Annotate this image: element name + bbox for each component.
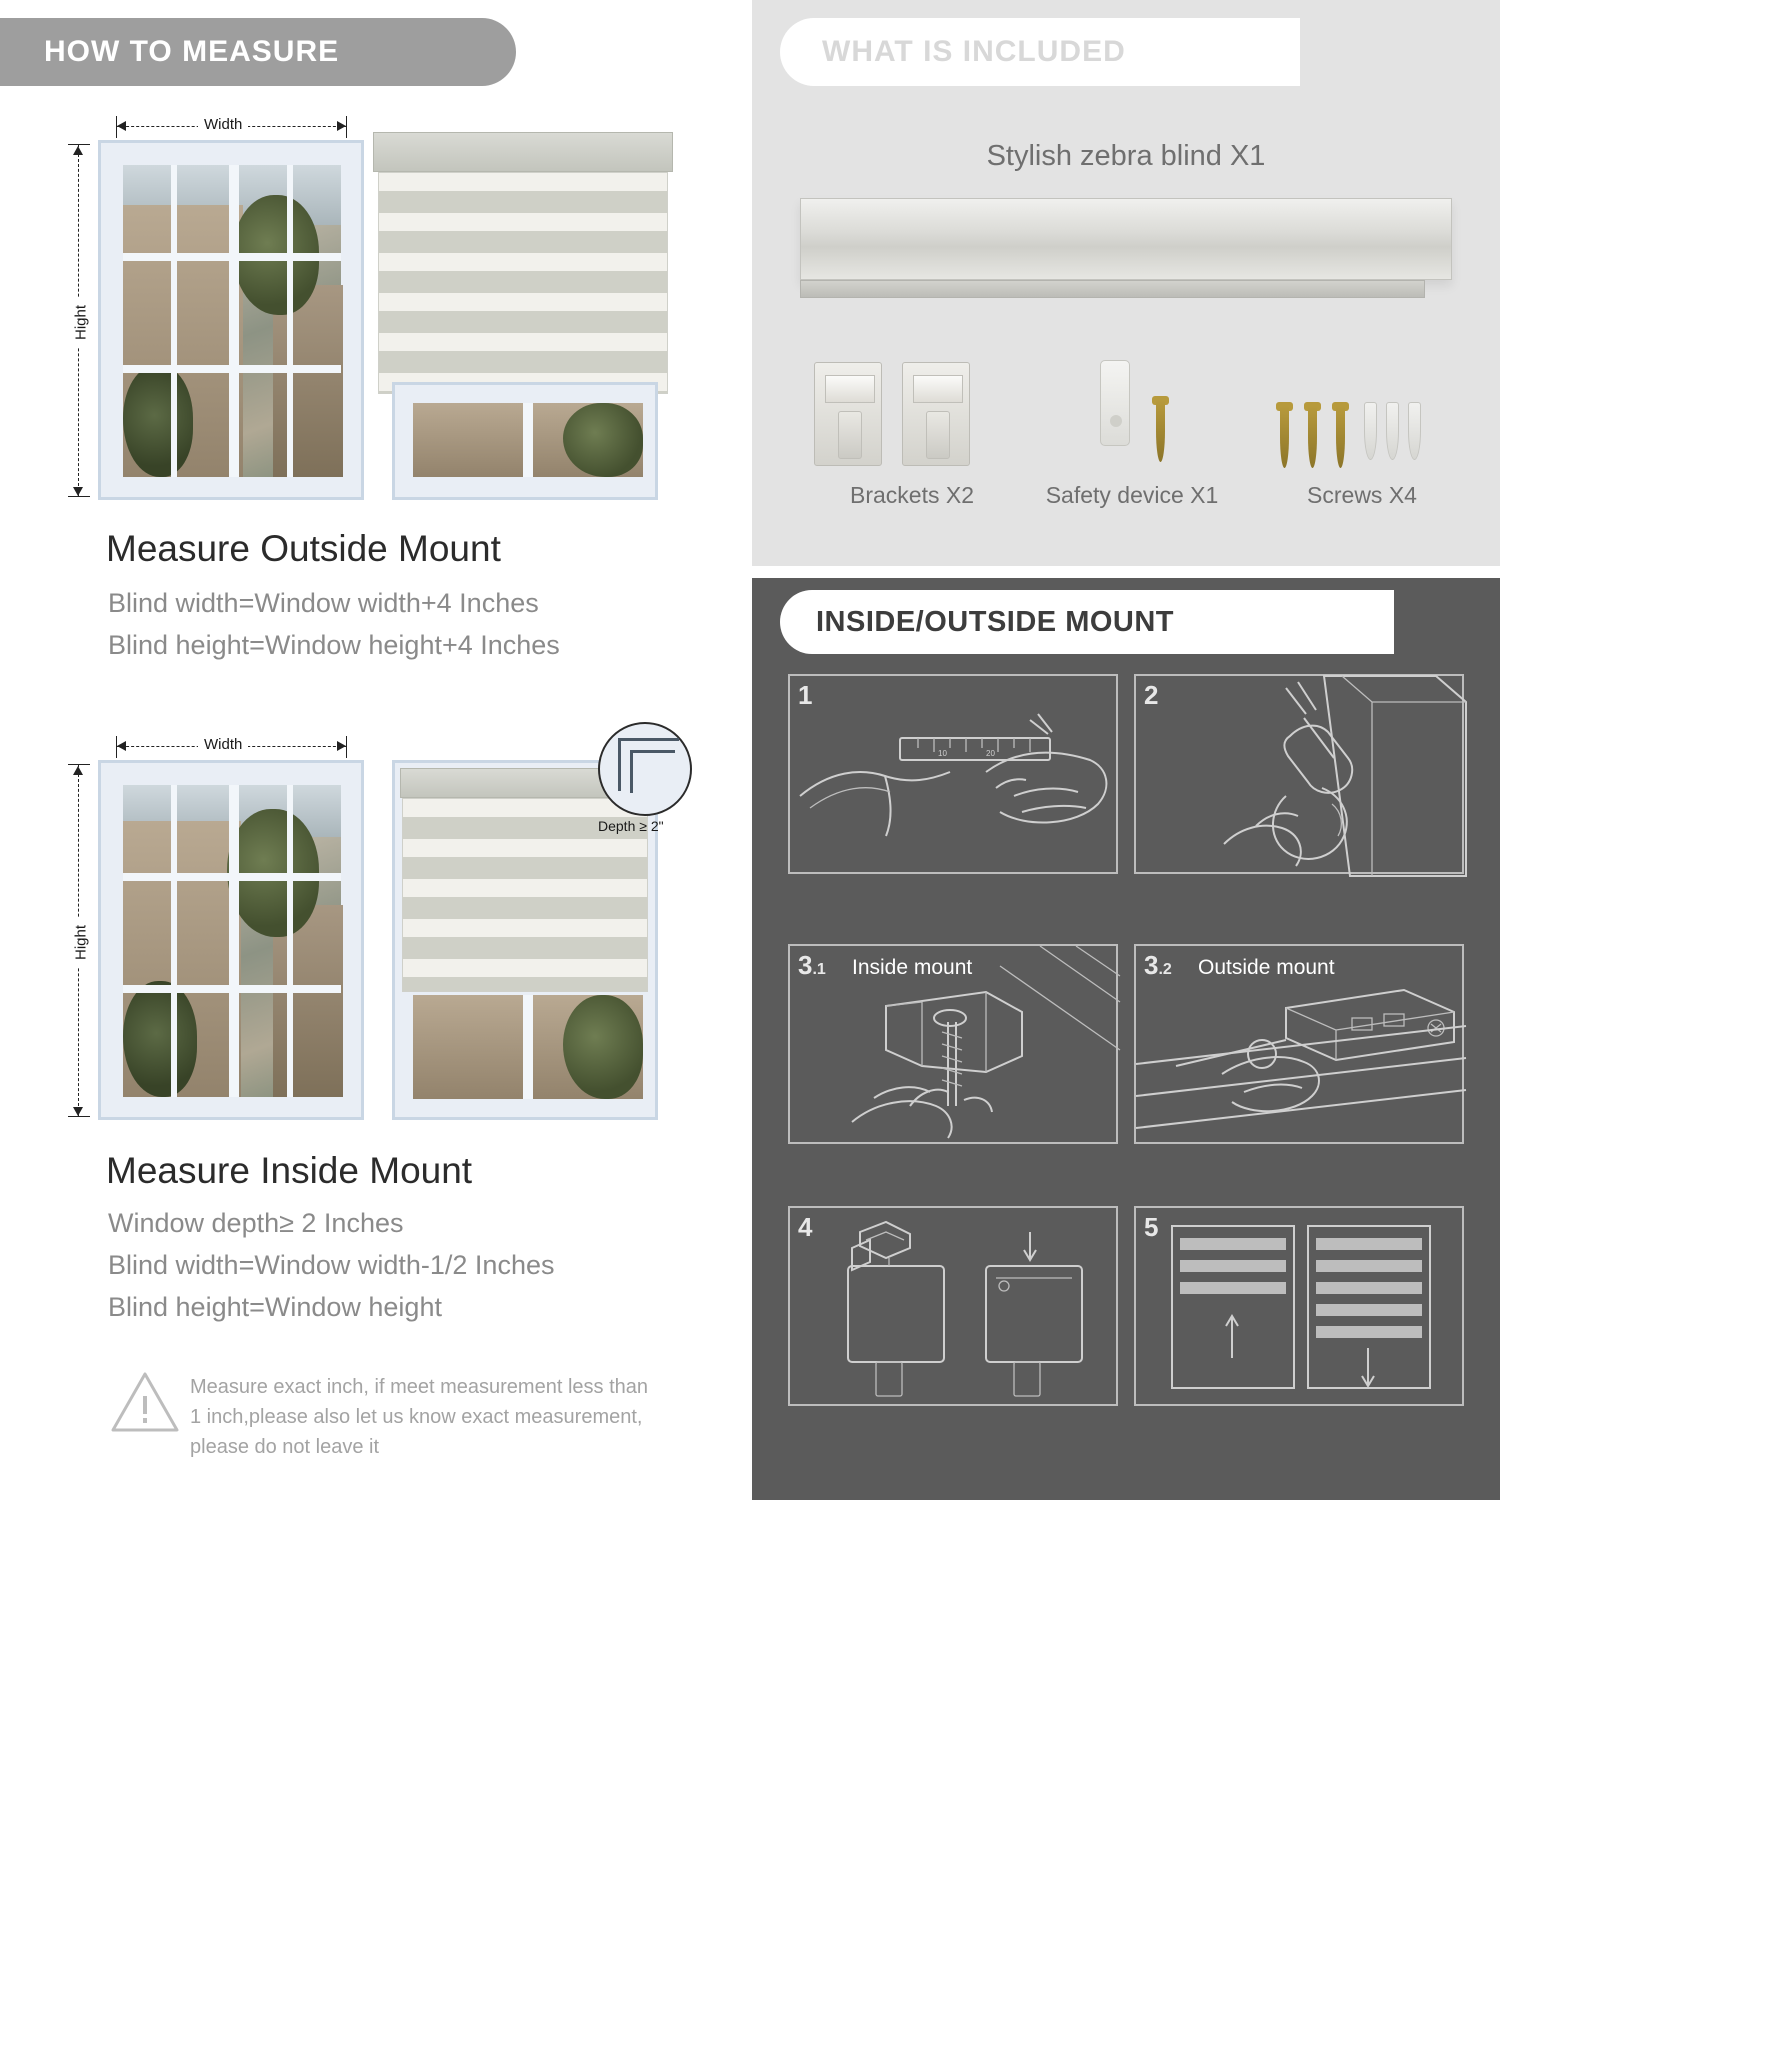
step-3-2-caption: Drill holes & Inside bracket <box>1518 1520 1775 1542</box>
measure-note-text: Measure exact inch, if meet measurement less than 1 inch,please also let us know exact measurement, please do not leave it <box>190 1376 648 1458</box>
step-2-caption: Punch at marked position <box>1518 980 1763 1002</box>
inside-window-frame <box>98 760 364 1120</box>
outside-height-arrow-top <box>73 146 83 155</box>
screw-part-1 <box>1280 406 1289 468</box>
inside-width-tick-right <box>346 736 347 758</box>
outside-blind-fabric <box>378 172 668 394</box>
what-is-included-tab-label: WHAT IS INCLUDED <box>822 35 1126 68</box>
what-is-included-tab <box>780 18 1300 86</box>
svg-text:10: 10 <box>938 749 947 758</box>
bracket-part-2 <box>902 362 970 466</box>
step-3-1-title: Inside mount <box>852 956 973 979</box>
what-is-included-panel <box>752 0 1500 566</box>
outside-blind-headrail <box>373 132 673 172</box>
inside-outside-mount-panel <box>752 578 1775 2066</box>
safety-device-label: Safety device X1 <box>1045 482 1219 508</box>
inside-mount-line-2: Blind width=Window width-1/2 Inches <box>108 1250 555 1280</box>
inside-height-tick-bottom <box>68 1116 90 1117</box>
step-card-1 <box>788 674 1118 874</box>
anchor-part-1 <box>1364 402 1377 460</box>
outside-height-tick-bottom <box>68 496 90 497</box>
inside-height-tick-top <box>68 764 90 765</box>
step-2-number: 2 <box>1144 680 1159 710</box>
step-3-1-number: 3.1 <box>798 950 826 980</box>
step-card-3-1 <box>788 944 1118 1542</box>
step-4-number: 4 <box>798 1212 813 1242</box>
step-1-number: 1 <box>798 680 813 710</box>
warning-triangle-icon <box>110 1370 180 1439</box>
screws-label: Screws X4 <box>1307 482 1417 508</box>
step-5-number: 5 <box>1144 1212 1159 1242</box>
step-3-1-caption: Drill holes & Inside bracket <box>826 1520 1083 1542</box>
outside-mount-window-frame <box>392 382 658 500</box>
safety-device-part <box>1100 360 1130 446</box>
outside-height-tick-top <box>68 144 90 145</box>
inside-height-arrow-top <box>73 766 83 775</box>
outside-width-arrow-right <box>337 121 346 131</box>
outside-mount-line-2: Blind height=Window height+4 Inches <box>108 630 560 660</box>
depth-callout-circle <box>598 722 692 816</box>
outside-width-arrow-left <box>117 121 126 131</box>
inside-outside-mount-tab-label: INSIDE/OUTSIDE MOUNT <box>816 605 1175 638</box>
inside-width-label: Width <box>198 736 248 753</box>
how-to-measure-tab-label: HOW TO MEASURE <box>44 35 340 68</box>
inside-width-arrow-left <box>117 741 126 751</box>
step-3-2-number: 3.2 <box>1144 950 1172 980</box>
outside-mount-heading: Measure Outside Mount <box>106 528 501 569</box>
outside-width-label: Width <box>198 116 248 133</box>
inside-height-label: Hight <box>69 918 94 968</box>
inside-mount-heading: Measure Inside Mount <box>106 1150 473 1191</box>
how-to-measure-tab <box>0 18 516 86</box>
how-to-measure-panel <box>0 0 740 1500</box>
product-title: Stylish zebra blind X1 <box>986 140 1266 172</box>
outside-mount-line-1: Blind width=Window width+4 Inches <box>108 588 539 618</box>
outside-window-frame <box>98 140 364 500</box>
outside-width-tick-right <box>346 116 347 138</box>
step-card-5 <box>1134 1206 1577 2066</box>
step-3-2-title: Outside mount <box>1198 956 1335 979</box>
brackets-label: Brackets X2 <box>850 482 974 508</box>
outside-height-arrow-bottom <box>73 487 83 496</box>
anchor-part-2 <box>1386 402 1399 460</box>
outside-height-label: Hight <box>69 298 94 348</box>
step-4-caption: Install the blind <box>826 2044 973 2066</box>
inside-mount-line-3: Blind height=Window height <box>108 1292 442 1322</box>
screw-part-3 <box>1336 406 1345 468</box>
inside-mount-line-1: Window depth≥ 2 Inches <box>108 1208 404 1238</box>
depth-label: Depth ≥ 2" <box>598 818 664 834</box>
safety-screw <box>1156 400 1165 462</box>
anchor-part-3 <box>1408 402 1421 460</box>
svg-text:20: 20 <box>986 749 995 758</box>
zebra-blind-headrail <box>800 198 1452 280</box>
screw-part-2 <box>1308 406 1317 468</box>
inside-height-arrow-bottom <box>73 1107 83 1116</box>
zebra-blind-headrail-lip <box>800 280 1425 298</box>
inside-outside-mount-tab <box>780 590 1394 654</box>
bracket-part-1 <box>814 362 882 466</box>
inside-width-arrow-right <box>337 741 346 751</box>
step-5-caption: Finish <box>1518 2044 1577 2066</box>
